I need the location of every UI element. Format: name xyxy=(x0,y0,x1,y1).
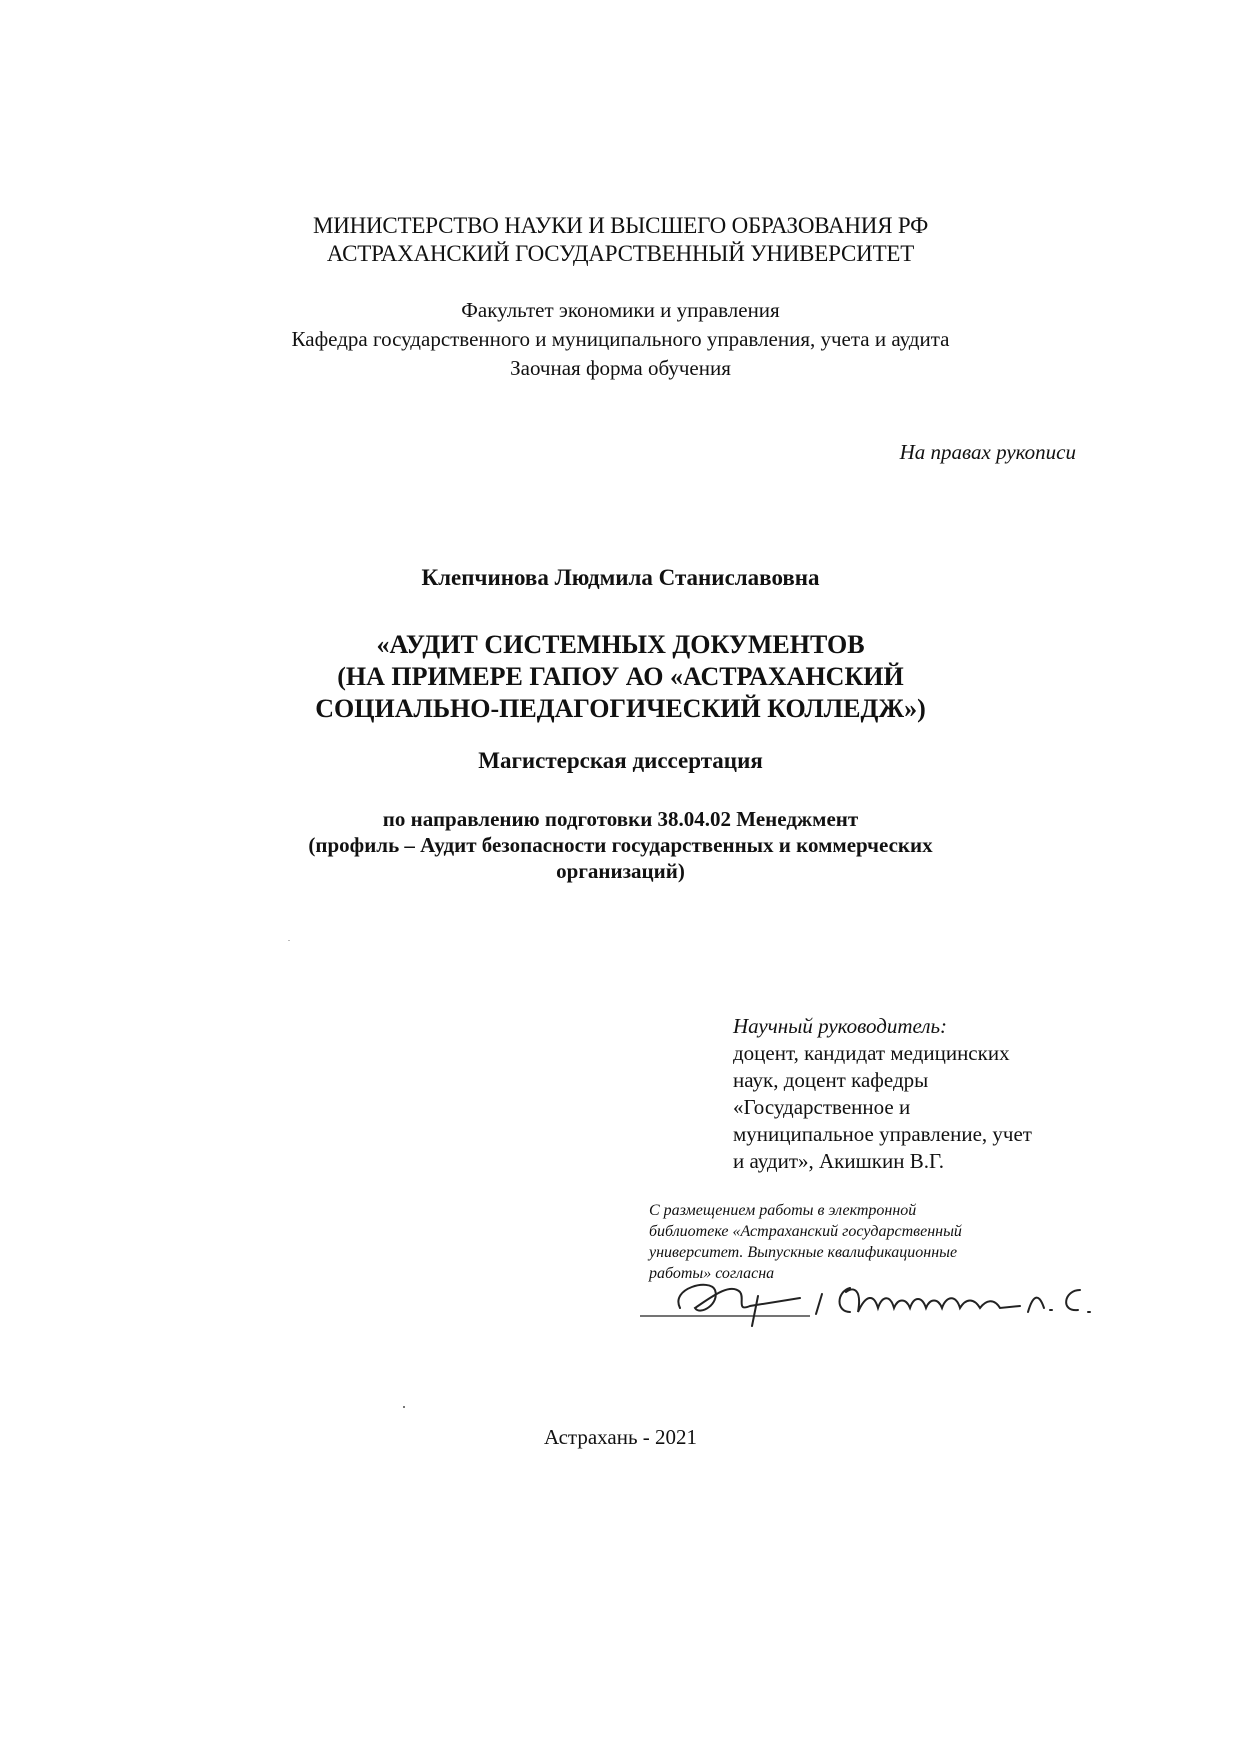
signature-slash xyxy=(816,1294,822,1314)
thesis-title xyxy=(0,629,1241,725)
signature-initials-ls xyxy=(1028,1290,1090,1312)
study-direction xyxy=(0,806,1241,884)
signature-initials xyxy=(678,1285,800,1326)
supervisor-line: «Государственное и xyxy=(733,1095,911,1119)
study-form: Заочная форма обучения xyxy=(510,356,731,380)
consent-line: университет. Выпускные квалификационные xyxy=(649,1244,958,1261)
supervisor-label: Научный руководитель: xyxy=(733,1014,948,1038)
manuscript-note: На правах рукописи xyxy=(899,440,1076,464)
title-line: «АУДИТ СИСТЕМНЫХ ДОКУМЕНТОВ xyxy=(376,630,865,659)
supervisor-line: наук, доцент кафедры xyxy=(733,1068,929,1092)
work-type: Магистерская диссертация xyxy=(478,748,763,773)
supervisor-line: доцент, кандидат медицинских xyxy=(733,1041,1010,1065)
author-name: Клепчинова Людмила Станиславовна xyxy=(421,565,820,590)
institution-header xyxy=(0,212,1241,268)
direction-line: (профиль – Аудит безопасности государственных и коммерческих xyxy=(308,833,933,857)
consent-line: библиотеке «Астраханский государственный xyxy=(649,1223,962,1240)
supervisor-line: муниципальное управление, учет xyxy=(733,1122,1032,1146)
direction-line: организаций) xyxy=(556,859,685,883)
handwritten-signature xyxy=(640,1268,1110,1332)
signature-surname xyxy=(840,1288,1021,1312)
consent-line: работы» согласна xyxy=(649,1265,775,1282)
consent-line: С размещением работы в электронной xyxy=(649,1202,917,1219)
ministry-name: МИНИСТЕРСТВО НАУКИ И ВЫСШЕГО ОБРАЗОВАНИЯ РФ xyxy=(312,213,929,238)
scan-artifact xyxy=(288,940,290,941)
title-line: СОЦИАЛЬНО-ПЕДАГОГИЧЕСКИЙ КОЛЛЕДЖ») xyxy=(315,694,926,723)
department-name: Кафедра государственного и муниципального управления, учета и аудита xyxy=(291,327,950,351)
city-year: Астрахань - 2021 xyxy=(543,1425,698,1449)
faculty-block xyxy=(0,296,1241,383)
scan-artifact xyxy=(403,1406,405,1408)
direction-line: по направлению подготовки 38.04.02 Менеджмент xyxy=(382,807,859,831)
faculty-name: Факультет экономики и управления xyxy=(461,298,780,322)
supervisor-line: и аудит», Акишкин В.Г. xyxy=(733,1149,945,1173)
supervisor-block xyxy=(733,1013,1073,1175)
title-line: (НА ПРИМЕРЕ ГАПОУ АО «АСТРАХАНСКИЙ xyxy=(337,662,904,691)
university-name: АСТРАХАНСКИЙ ГОСУДАРСТВЕННЫЙ УНИВЕРСИТЕТ xyxy=(326,241,915,266)
